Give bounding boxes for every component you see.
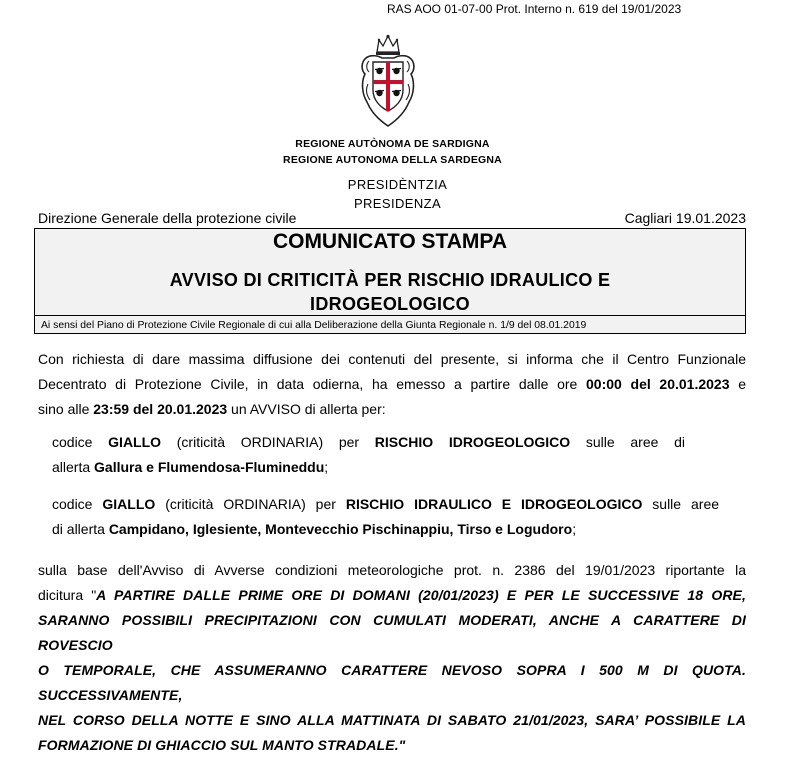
alert-text: sulle aree xyxy=(642,496,720,512)
risk-type: RISCHIO IDROGEOLOGICO xyxy=(374,434,571,450)
alert-text: sulle aree di xyxy=(570,434,685,450)
basis-line-4: O TEMPORALE, CHE ASSUMERANNO CARATTERE NEVOSO SOPRA I 500 M DI QUOTA. SUCCESSIVAMENTE, xyxy=(38,662,746,703)
alert-2-line-1 xyxy=(52,492,719,517)
basis-line-2 xyxy=(38,583,746,608)
intro-line-2 xyxy=(38,372,746,397)
alert-code: GIALLO xyxy=(108,434,162,450)
basis-line-1: sulla base dell'Avviso di Avverse condizioni meteorologiche prot. n. 2386 del 19/01/2023 riportante la xyxy=(38,562,746,578)
presidency-italian: PRESIDENZA xyxy=(353,196,442,211)
intro-line-3 xyxy=(38,397,746,422)
legal-note: Ai sensi del Piano di Protezione Civile Regionale di cui alla Deliberazione della Giunta Regionale n. 1/9 del 08.01.2019 xyxy=(41,320,587,331)
alert-text: allerta xyxy=(52,459,95,475)
place-date: Cagliari 19.01.2023 xyxy=(624,210,746,226)
basis-line-5: NEL CORSO DELLA NOTTE E SINO ALLA MATTINATA DI SABATO 21/01/2023, SARA’ POSSIBILE LA xyxy=(38,712,746,728)
intro-text: Decentrato di Protezione Civile, in data odierna, ha emesso a partire dalle ore xyxy=(38,376,587,392)
alert-text: codice xyxy=(52,434,109,450)
region-name-sardinian: REGIONE AUTÒNOMA DE SARDIGNA xyxy=(295,138,490,150)
header-box xyxy=(34,228,746,334)
alert-code: GIALLO xyxy=(102,496,156,512)
presidency-sardinian: PRESIDÈNTZIA xyxy=(347,177,448,192)
intro-text: e xyxy=(729,376,746,392)
alert-item-1 xyxy=(52,430,685,480)
basis-line-6: FORMAZIONE DI GHIACCIO SUL MANTO STRADALE." xyxy=(38,737,406,753)
document-subtitle xyxy=(35,268,745,316)
forecast-quote: A PARTIRE DALLE PRIME ORE DI DOMANI (20/01/2023) E PER LE SUCCESSIVE 18 ORE, xyxy=(96,587,746,603)
end-time: 23:59 del 20.01.2023 xyxy=(93,401,228,417)
start-time: 00:00 del 20.01.2023 xyxy=(586,376,730,392)
alert-text: (criticità ORDINARIA) per xyxy=(155,496,346,512)
alert-areas: Gallura e Flumendosa-Flumineddu xyxy=(94,459,325,475)
intro-line-1: Con richiesta di dare massima diffusione dei contenuti del presente, si informa che il Centro Funzionale xyxy=(38,351,746,367)
alert-1-line-1 xyxy=(52,430,685,455)
sardinia-coat-of-arms-icon xyxy=(359,34,417,128)
alert-text: codice xyxy=(52,496,103,512)
subtitle-line-2: IDROGEOLOGICO xyxy=(310,294,470,314)
alert-text: ; xyxy=(324,459,329,475)
basis-line-3: SARANNO POSSIBILI PRECIPITAZIONI CON CUMULATI MODERATI, ANCHE A CARATTERE DI ROVESCIO xyxy=(38,612,746,653)
document-title: COMUNICATO STAMPA xyxy=(272,230,508,253)
subtitle-line-1: AVVISO DI CRITICITÀ PER RISCHIO IDRAULICO E xyxy=(169,270,611,290)
office-name: Direzione Generale della protezione civile xyxy=(38,210,297,226)
alert-text: di allerta xyxy=(52,521,109,537)
alert-text: ; xyxy=(572,521,577,537)
box-divider xyxy=(35,315,745,316)
alert-1-line-2 xyxy=(52,455,685,480)
alert-areas: Campidano, Iglesiente, Montevecchio Pischinappiu, Tirso e Logudoro xyxy=(108,521,573,537)
alert-text: (criticità ORDINARIA) per xyxy=(161,434,375,450)
basis-paragraph xyxy=(38,558,746,758)
intro-text: sino alle xyxy=(38,401,94,417)
risk-type: RISCHIO IDRAULICO E IDROGEOLOGICO xyxy=(345,496,643,512)
alert-item-2 xyxy=(52,492,719,542)
alert-2-line-2 xyxy=(52,517,719,542)
basis-text: dicitura " xyxy=(38,587,97,603)
region-name-italian: REGIONE AUTONOMA DELLA SARDEGNA xyxy=(283,154,502,166)
protocol-number: RAS AOO 01-07-00 Prot. Interno n. 619 del 19/01/2023 xyxy=(387,2,682,16)
intro-paragraph xyxy=(38,347,746,422)
intro-text: un AVVISO di allerta per: xyxy=(227,401,386,417)
